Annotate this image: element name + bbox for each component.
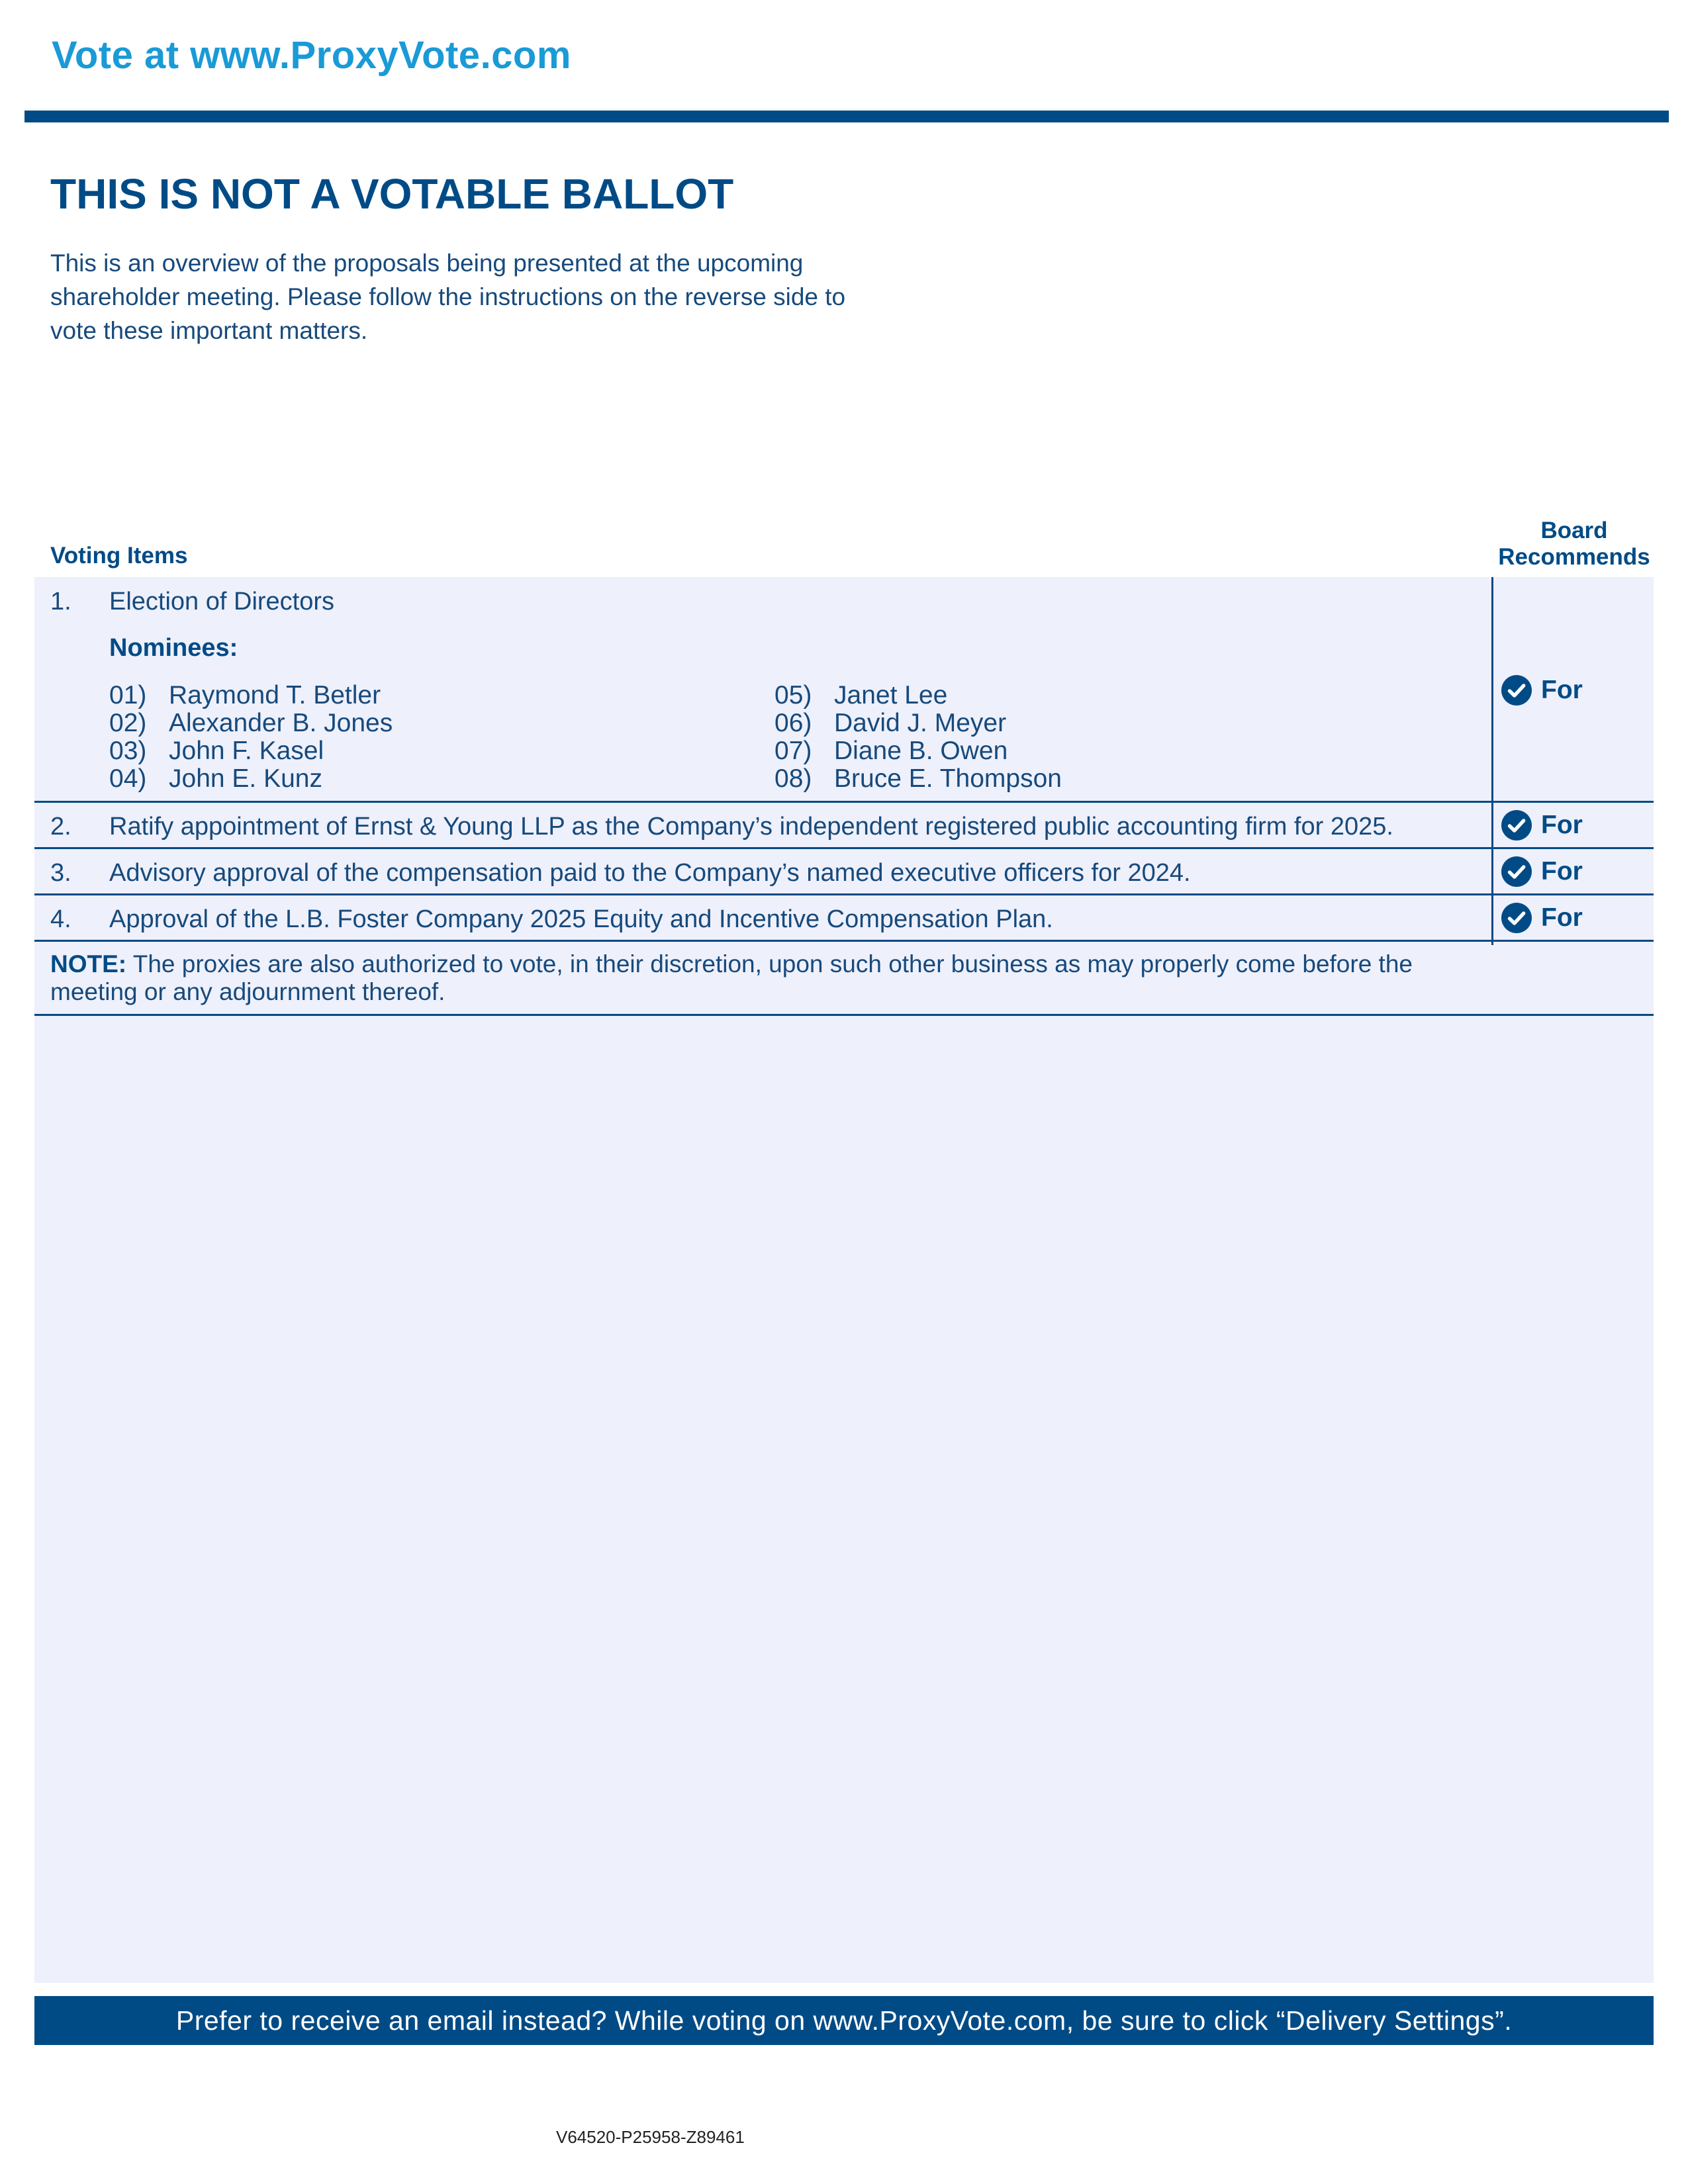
nominee-name: Raymond T. Betler: [169, 681, 381, 709]
nominee: [109, 709, 393, 737]
row-divider: [34, 801, 1654, 803]
recommendation-label: For: [1541, 676, 1583, 704]
item-text: Approval of the L.B. Foster Company 2025 Equity and Incentive Compensation Plan.: [109, 905, 1053, 933]
voting-items-heading: Voting Items: [50, 543, 188, 569]
recommendation-4: [1501, 903, 1583, 933]
check-circle-icon: [1501, 856, 1532, 887]
nominee-number: 08): [774, 764, 812, 793]
header-rule: [24, 111, 1669, 122]
nominee: [774, 682, 947, 709]
nominee-number: 03): [109, 737, 147, 765]
item-number: 3.: [50, 859, 71, 887]
item-text: Ratify appointment of Ernst & Young LLP as the Company’s independent registered public accounting firm for 2025.: [109, 813, 1393, 841]
nominee: [109, 737, 324, 765]
check-circle-icon: [1501, 810, 1532, 841]
item-text: Election of Directors: [109, 588, 335, 615]
nominee-number: 07): [774, 737, 812, 765]
intro-text: This is an overview of the proposals being presented at the upcoming shareholder meeting. Please follow the instructions on the reverse side to vote these important matters.: [50, 250, 846, 344]
nominee: [774, 737, 1008, 765]
page-title: THIS IS NOT A VOTABLE BALLOT: [50, 170, 734, 218]
item-text: Advisory approval of the compensation paid to the Company’s named executive officers for 2024.: [109, 859, 1191, 887]
nominee-number: 01): [109, 681, 147, 709]
item-number: 4.: [50, 905, 71, 933]
nominee-number: 06): [774, 709, 812, 737]
nominee-number: 05): [774, 681, 812, 709]
recommendation-3: [1501, 856, 1583, 887]
check-circle-icon: [1501, 903, 1532, 933]
recommendation-label: For: [1541, 811, 1583, 839]
board-recommends-line2: Recommends: [1498, 544, 1650, 570]
nominee: [109, 765, 322, 793]
row-divider: [34, 940, 1654, 942]
nominee-name: Alexander B. Jones: [169, 709, 393, 737]
nominee-number: 02): [109, 709, 147, 737]
nominee-name: Janet Lee: [834, 681, 948, 709]
recommendation-label: For: [1541, 857, 1583, 886]
nominee-number: 04): [109, 764, 147, 793]
recommendation-1: [1501, 675, 1583, 705]
vote-link[interactable]: Vote at www.ProxyVote.com: [52, 34, 571, 77]
nominee-name: David J. Meyer: [834, 709, 1007, 737]
nominee: [774, 709, 1006, 737]
nominee: [109, 682, 381, 709]
nominee-name: John E. Kunz: [169, 764, 322, 793]
board-recommends-line1: Board: [1540, 518, 1608, 543]
row-divider: [34, 847, 1654, 849]
note-label: NOTE:: [50, 950, 127, 978]
control-code: V64520-P25958-Z89461: [556, 2127, 745, 2147]
check-circle-icon: [1501, 675, 1532, 705]
nominee-name: John F. Kasel: [169, 737, 324, 765]
board-recommends-heading: [1468, 518, 1680, 570]
nominee-name: Bruce E. Thompson: [834, 764, 1062, 793]
row-divider: [34, 1014, 1654, 1016]
item-number: 2.: [50, 813, 71, 841]
item-number: 1.: [50, 588, 71, 615]
nominee: [774, 765, 1062, 793]
nominee-name: Diane B. Owen: [834, 737, 1008, 765]
note-body: The proxies are also authorized to vote, in their discretion, upon such other business as may properly come before the meeting or any adjournment thereof.: [50, 950, 1413, 1005]
email-delivery-text: Prefer to receive an email instead? While voting on www.ProxyVote.com, be sure to click “Delivery Settings”.: [175, 2005, 1513, 2036]
row-divider: [34, 893, 1654, 895]
nominees-label: Nominees:: [109, 634, 238, 662]
recommendation-2: [1501, 810, 1583, 841]
email-delivery-banner: [34, 1996, 1654, 2045]
column-divider: [1491, 577, 1493, 945]
recommendation-label: For: [1541, 903, 1583, 932]
note-text: [50, 950, 1493, 1006]
